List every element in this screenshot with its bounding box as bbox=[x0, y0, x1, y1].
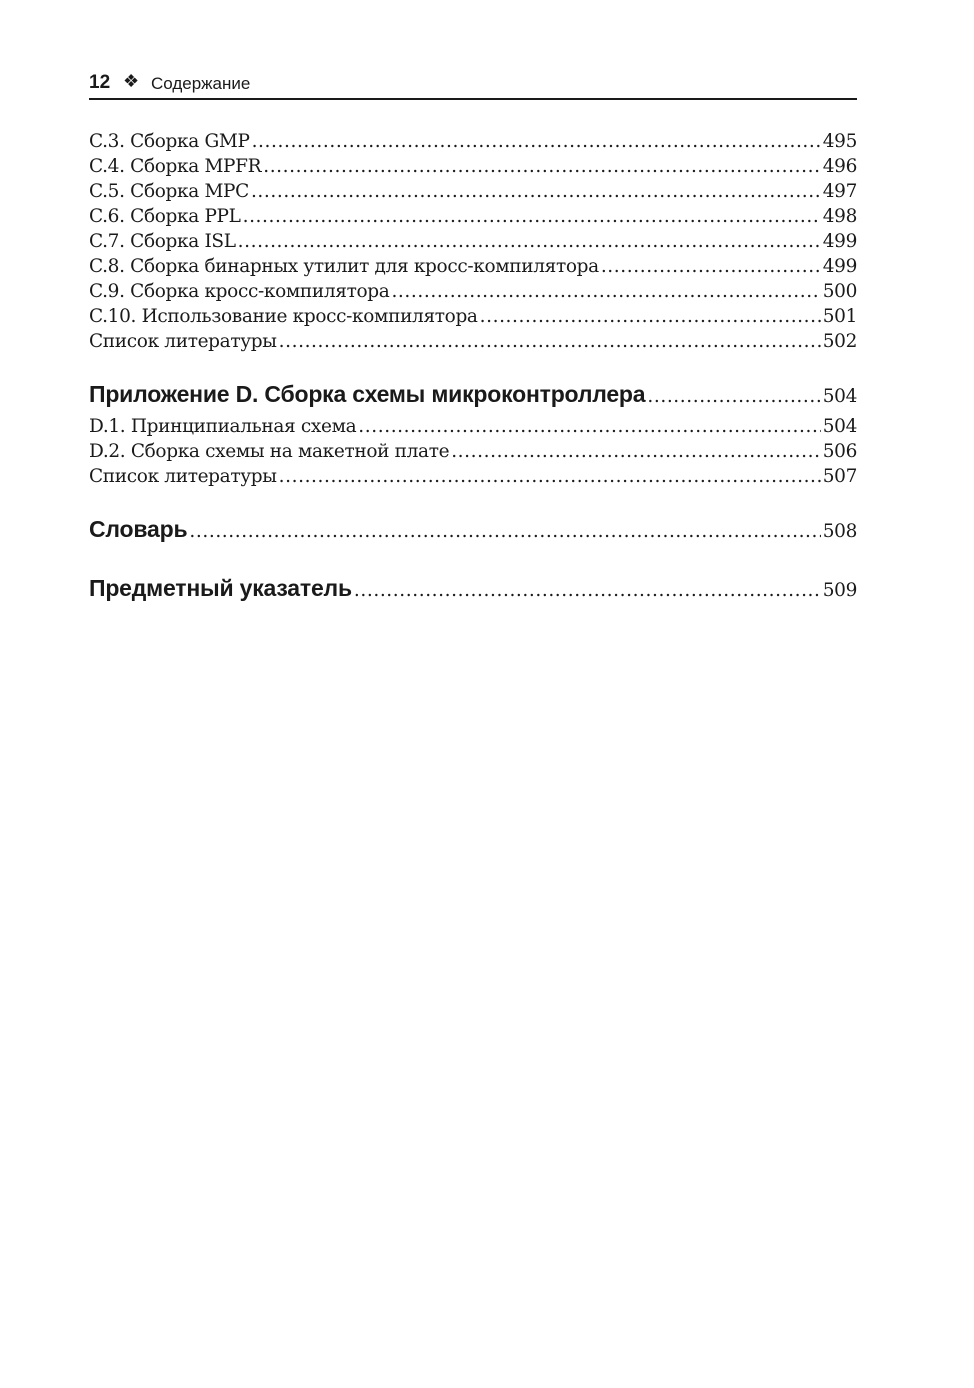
toc-entry-page: 499 bbox=[822, 231, 857, 252]
running-header bbox=[89, 70, 857, 100]
dot-leader bbox=[480, 304, 821, 329]
page-number: 12 bbox=[89, 72, 111, 93]
dot-leader bbox=[251, 179, 821, 204]
toc-entry-page: 502 bbox=[822, 331, 857, 352]
toc-chapter-appendix-d[interactable] bbox=[89, 378, 857, 410]
toc-entry-c6[interactable] bbox=[89, 204, 857, 229]
dot-leader bbox=[189, 516, 820, 548]
toc-entry-page: 496 bbox=[822, 156, 857, 177]
toc-entry-title: D.1. Принципиальная схема bbox=[89, 416, 357, 437]
toc-entry-page: 504 bbox=[822, 416, 857, 437]
toc-entry-c9[interactable] bbox=[89, 279, 857, 304]
dot-leader bbox=[354, 575, 821, 607]
dot-leader bbox=[238, 229, 821, 254]
dot-leader bbox=[243, 204, 821, 229]
toc-entry-title: Список литературы bbox=[89, 466, 277, 487]
running-title: Содержание bbox=[151, 74, 251, 93]
toc-entry-title: Список литературы bbox=[89, 331, 277, 352]
dot-leader bbox=[263, 154, 821, 179]
dot-leader bbox=[252, 129, 821, 154]
toc-entry-page: 497 bbox=[822, 181, 857, 202]
toc-entry-title: C.7. Сборка ISL bbox=[89, 231, 236, 252]
dot-leader bbox=[279, 329, 821, 354]
toc-chapter-title: Словарь bbox=[89, 516, 188, 542]
dot-leader bbox=[451, 439, 821, 464]
toc-entry-c4[interactable] bbox=[89, 154, 857, 179]
toc-entry-title: D.2. Сборка схемы на макетной плате bbox=[89, 441, 450, 462]
toc-entry-d2[interactable] bbox=[89, 439, 857, 464]
toc-entry-page: 504 bbox=[822, 386, 857, 407]
toc-entry-references-c[interactable] bbox=[89, 329, 857, 354]
toc-entry-c10[interactable] bbox=[89, 304, 857, 329]
dot-leader bbox=[647, 381, 820, 413]
toc-entry-title: C.5. Сборка MPC bbox=[89, 181, 249, 202]
toc-entry-c5[interactable] bbox=[89, 179, 857, 204]
dot-leader bbox=[358, 414, 820, 439]
toc-entry-d1[interactable] bbox=[89, 414, 857, 439]
toc-entry-title: C.6. Сборка PPL bbox=[89, 206, 241, 227]
toc-entry-page: 499 bbox=[822, 256, 857, 277]
toc-entry-title: C.10. Использование кросс-компилятора bbox=[89, 306, 478, 327]
toc-entry-c8[interactable] bbox=[89, 254, 857, 279]
toc-chapter-title: Приложение D. Сборка схемы микроконтроллера bbox=[89, 381, 646, 407]
toc-entry-title: C.3. Сборка GMP bbox=[89, 131, 250, 152]
toc-entry-page: 508 bbox=[822, 521, 857, 542]
toc-entry-page: 500 bbox=[822, 281, 857, 302]
toc-entry-page: 498 bbox=[822, 206, 857, 227]
toc-entry-title: C.4. Сборка MPFR bbox=[89, 156, 262, 177]
dot-leader bbox=[279, 464, 821, 489]
toc-chapter-index[interactable] bbox=[89, 572, 857, 604]
ornament-icon: ❖ bbox=[123, 71, 140, 91]
dot-leader bbox=[391, 279, 820, 304]
toc-entry-references-d[interactable] bbox=[89, 464, 857, 489]
toc-entry-c3[interactable] bbox=[89, 129, 857, 154]
dot-leader bbox=[601, 254, 821, 279]
toc-entry-title: C.9. Сборка кросс-компилятора bbox=[89, 281, 390, 302]
toc-entry-c7[interactable] bbox=[89, 229, 857, 254]
toc-entry-page: 506 bbox=[822, 441, 857, 462]
toc-entry-page: 501 bbox=[822, 306, 857, 327]
toc-entry-title: C.8. Сборка бинарных утилит для кросс-компилятора bbox=[89, 256, 599, 277]
toc-entry-page: 507 bbox=[822, 466, 857, 487]
toc-entry-page: 509 bbox=[822, 580, 857, 601]
toc-chapter-glossary[interactable] bbox=[89, 513, 857, 545]
toc-entry-page: 495 bbox=[822, 131, 857, 152]
toc-chapter-title: Предметный указатель bbox=[89, 575, 352, 601]
